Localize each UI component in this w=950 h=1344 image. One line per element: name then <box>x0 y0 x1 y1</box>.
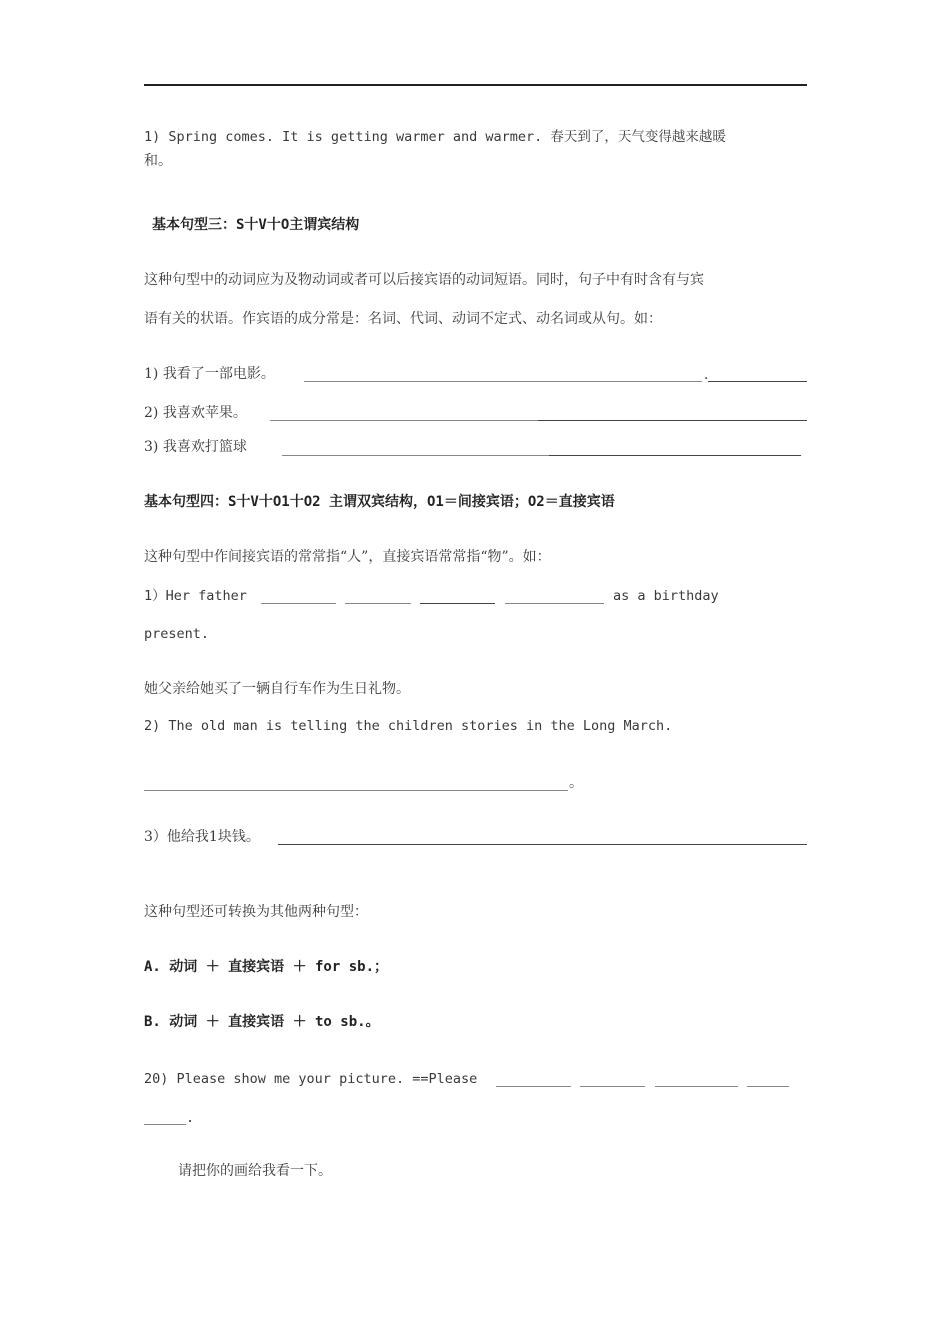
pattern4-desc: 这种句型中作间接宾语的常常指“人”，直接宾语常常指“物”。如： <box>144 549 551 565</box>
example-spring-line1: 1) Spring comes. It is getting warmer and warmer. 春天到了，天气变得越来越暖 <box>144 129 726 145</box>
answer-blank-20e[interactable] <box>144 1124 186 1125</box>
pattern4-convert-intro: 这种句型还可转换为其他两种句型： <box>144 904 368 920</box>
pattern3-item-1: 1) 我看了一部电影。 <box>144 366 275 382</box>
answer-blank-20a[interactable] <box>496 1086 571 1087</box>
pattern3-item-2: 2) 我喜欢苹果。 <box>144 405 247 421</box>
pattern4-rule-a: A. 动词 ＋ 直接宾语 ＋ for sb.； <box>144 959 389 975</box>
answer-blank-20c[interactable] <box>655 1086 738 1087</box>
pattern4-ex2-end: 。 <box>569 775 583 791</box>
pattern4-ex1-end: as a birthday <box>613 588 719 604</box>
pattern4-ex2: 2) The old man is telling the children stories in the Long March. <box>144 718 673 734</box>
answer-blank-4a[interactable] <box>261 603 336 604</box>
answer-blank-20d[interactable] <box>747 1086 789 1087</box>
answer-blank-20b[interactable] <box>580 1086 645 1087</box>
answer-blank-5[interactable] <box>144 790 568 791</box>
answer-blank-1b[interactable] <box>708 381 807 382</box>
example-spring-line2: 和。 <box>144 153 172 169</box>
answer-blank-2b[interactable] <box>538 420 807 421</box>
answer-blank-3b[interactable] <box>549 455 801 456</box>
exercise-20-start: 20) Please show me your picture. ==Please <box>144 1071 478 1087</box>
answer-blank-6[interactable] <box>278 844 807 845</box>
top-rule <box>144 84 807 86</box>
pattern4-heading: 基本句型四：S十V十O1十O2 主谓双宾结构，O1＝间接宾语；O2＝直接宾语 <box>144 494 615 510</box>
answer-blank-2a[interactable] <box>270 420 538 421</box>
pattern3-heading: 基本句型三：S十V十O主谓宾结构 <box>152 217 360 233</box>
pattern4-rule-b: B. 动词 ＋ 直接宾语 ＋ to sb.。 <box>144 1014 380 1030</box>
pattern3-desc-line1: 这种句型中的动词应为及物动词或者可以后接宾语的动词短语。同时，句子中有时含有与宾 <box>144 272 704 288</box>
answer-blank-3a[interactable] <box>282 455 549 456</box>
exercise-20-end: . <box>186 1110 195 1126</box>
pattern4-ex1-translation: 她父亲给她买了一辆自行车作为生日礼物。 <box>144 681 410 697</box>
pattern4-ex1-cont: present. <box>144 626 210 642</box>
answer-blank-4c[interactable] <box>420 603 495 604</box>
pattern3-item-3: 3) 我喜欢打篮球 <box>144 439 247 455</box>
pattern4-ex1-start: 1）Her father <box>144 588 247 604</box>
answer-blank-4b[interactable] <box>345 603 411 604</box>
exercise-20-translation: 请把你的画给我看一下。 <box>178 1163 332 1179</box>
pattern3-desc-line2: 语有关的状语。作宾语的成分常是：名词、代词、动词不定式、动名词或从句。如： <box>144 311 662 327</box>
answer-blank-4d[interactable] <box>505 603 604 604</box>
answer-blank-1a[interactable] <box>304 381 702 382</box>
pattern4-ex3: 3）他给我1块钱。 <box>144 829 260 845</box>
answer-dot: . <box>704 367 709 383</box>
